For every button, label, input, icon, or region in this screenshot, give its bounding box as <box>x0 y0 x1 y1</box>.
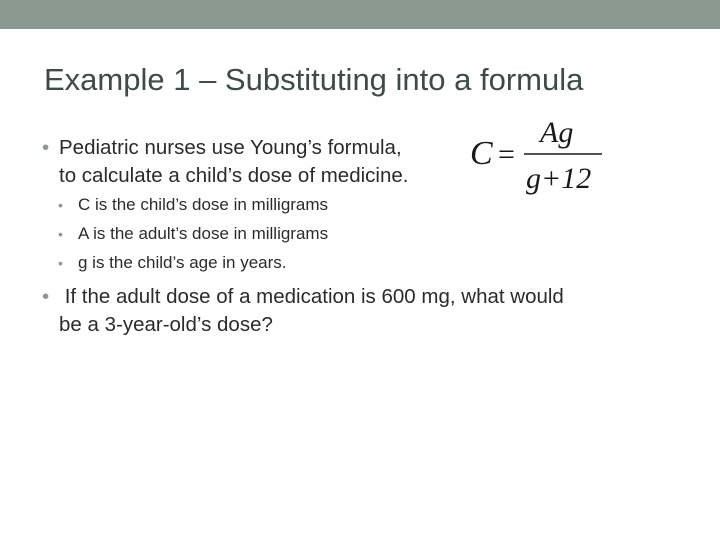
slide-title: Example 1 – Substituting into a formula <box>44 62 584 97</box>
sub-bullet-c-definition <box>58 194 328 216</box>
bullet-dot: • <box>42 136 50 159</box>
formula-denominator: g+12 <box>526 162 592 195</box>
bullet-line: Pediatric nurses use Young’s formula, <box>59 136 402 159</box>
sub-bullet-text: A is the adult’s dose in milligrams <box>78 224 329 243</box>
sub-bullet-dot: • <box>58 226 63 242</box>
youngs-formula-equation <box>468 116 608 196</box>
slide-top-bar <box>0 0 720 29</box>
bullet-adult-dose-question <box>42 283 564 339</box>
sub-bullet-dot: • <box>58 255 63 271</box>
bullet-dot: • <box>42 285 50 308</box>
bullet-line: be a 3-year-old’s dose? <box>59 313 273 336</box>
formula-equals: = <box>498 138 515 171</box>
bullet-line: If the adult dose of a medication is 600 mg, what would <box>59 285 564 308</box>
formula-numerator: Ag <box>540 116 574 149</box>
formula-lhs: C <box>470 135 493 172</box>
bullet-youngs-formula <box>42 134 408 190</box>
sub-bullet-text: g is the child’s age in years. <box>78 253 287 272</box>
sub-bullet-a-definition <box>58 223 328 245</box>
sub-bullet-text: C is the child’s dose in milligrams <box>78 195 329 214</box>
sub-bullet-g-definition <box>58 252 287 274</box>
bullet-line: to calculate a child’s dose of medicine. <box>59 164 409 187</box>
sub-bullet-dot: • <box>58 197 63 213</box>
